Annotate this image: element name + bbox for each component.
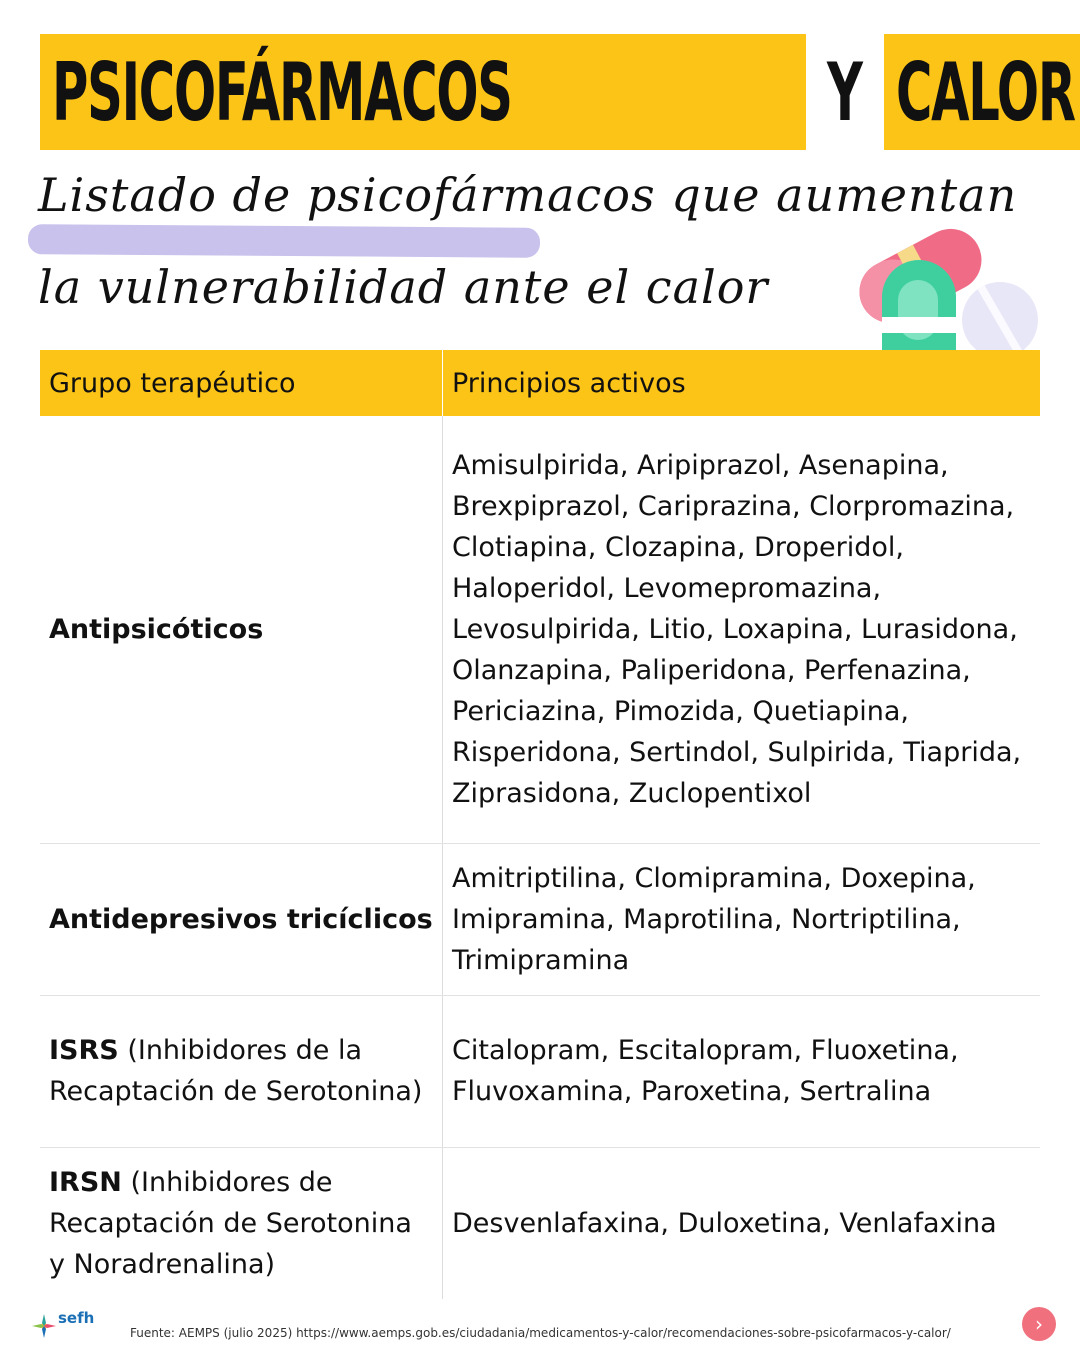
group-cell (40, 843, 443, 995)
title-word-2: CALOR (895, 45, 1075, 139)
table-row (40, 416, 1040, 843)
drug-line: Levosulpirida, Litio, Loxapina, Lurasidona, (452, 613, 1018, 645)
group-name: Antidepresivos tricíclicos (49, 903, 433, 935)
group-name: ISRS (49, 1035, 119, 1066)
drug-line: Citalopram, Escitalopram, Fluoxetina, (452, 1035, 959, 1066)
chevron-right-icon: › (1035, 1312, 1043, 1336)
drug-line: Amitriptilina, Clomipramina, Doxepina, (452, 862, 976, 894)
group-description: (Inhibidores de la Recaptación de Serotonina) (49, 1035, 423, 1107)
drug-line: Clotiapina, Clozapina, Droperidol, (452, 531, 904, 563)
drugs-cell (443, 995, 1041, 1147)
source-footnote: Fuente: AEMPS (julio 2025) https://www.aemps.gob.es/ciudadania/medicamentos-y-calor/recomendaciones-sobre-psicofarmacos-y-calor/ (130, 1326, 951, 1340)
drug-line: Amisulpirida, Aripiprazol, Asenapina, (452, 449, 949, 481)
title-word-1: PSICOFÁRMACOS (52, 45, 512, 139)
title-box-psicofarmacos (40, 34, 806, 150)
title-box-calor (884, 34, 1080, 150)
group-cell (40, 1147, 443, 1299)
table-row (40, 1147, 1040, 1299)
drug-line: Imipramina, Maprotilina, Nortriptilina, (452, 903, 961, 935)
drug-line: Desvenlafaxina, Duloxetina, Venlafaxina (452, 1207, 997, 1239)
drugs-cell (443, 843, 1041, 995)
title-connector (806, 46, 884, 139)
table-row (40, 995, 1040, 1147)
drug-line: Periciazina, Pimozida, Quetiapina, (452, 695, 909, 727)
drugs-cell (443, 416, 1041, 843)
subtitle-highlight (28, 224, 540, 258)
header-principios: Principios activos (443, 350, 1041, 416)
medications-table (40, 350, 1040, 1299)
drug-line: Olanzapina, Paliperidona, Perfenazina, (452, 654, 971, 686)
drug-line: Ziprasidona, Zuclopentixol (452, 777, 812, 809)
table-header-row (40, 350, 1040, 416)
group-name: Antipsicóticos (49, 613, 264, 645)
page-title (40, 34, 1080, 150)
drug-line: Trimipramina (452, 944, 630, 976)
drug-line: Risperidona, Sertindol, Sulpirida, Tiaprida, (452, 736, 1022, 768)
header-grupo: Grupo terapéutico (40, 350, 443, 416)
subtitle-line-1: Listado de psicofármacos que aumentan (38, 168, 1018, 222)
group-name: IRSN (49, 1166, 122, 1198)
subtitle-line-2: la vulnerabilidad ante el calor (38, 260, 769, 314)
drug-line: Brexpiprazol, Cariprazina, Clorpromazina, (452, 490, 1015, 522)
group-cell (40, 995, 443, 1147)
title-connector-text: Y (826, 45, 863, 139)
pills-illustration-icon (850, 205, 1050, 355)
drugs-cell (443, 1147, 1041, 1299)
table-row (40, 843, 1040, 995)
next-button[interactable] (1022, 1307, 1056, 1341)
group-cell (40, 416, 443, 843)
drug-line: Haloperidol, Levomepromazina, (452, 572, 882, 604)
drug-line: Fluvoxamina, Paroxetina, Sertralina (452, 1076, 932, 1107)
group-description: (Inhibidores de Recaptación de Serotonina y Noradrenalina) (49, 1166, 412, 1280)
logo-text: sefh (58, 1309, 95, 1327)
